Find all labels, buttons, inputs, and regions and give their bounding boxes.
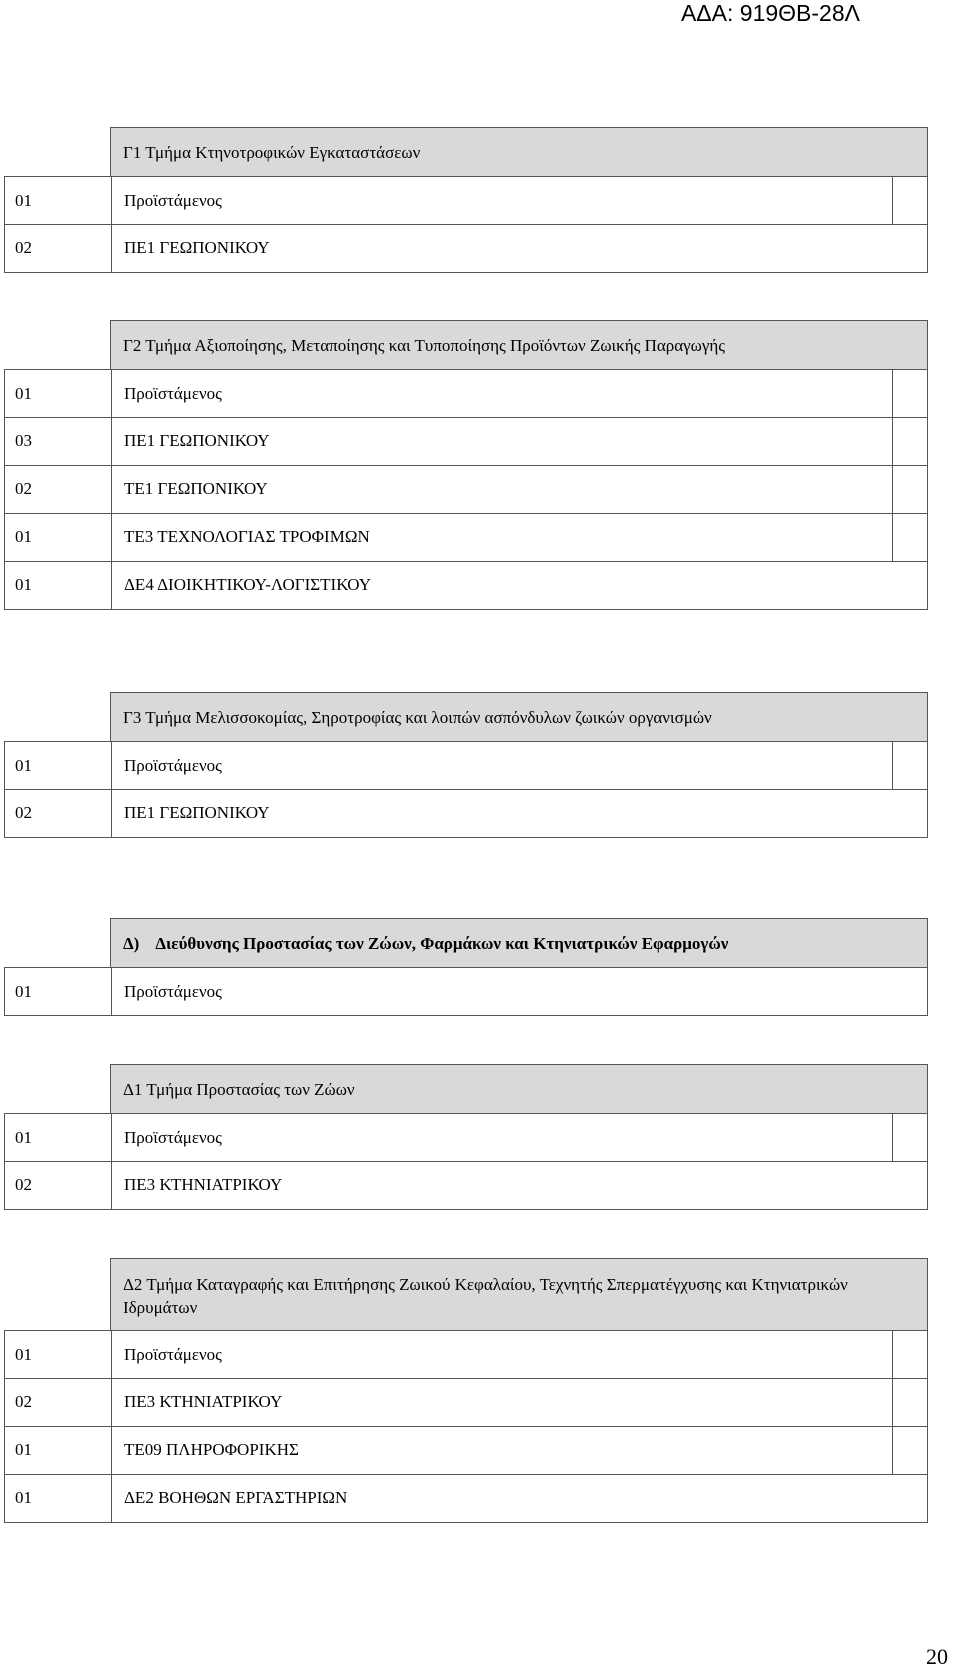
row-desc: ΠΕ3 ΚΤΗΝΙΑΤΡΙΚΟΥ xyxy=(124,1392,283,1411)
section-title: Δ) Διεύθυνσης Προστασίας των Ζώων, Φαρμάκων και Κτηνιατρικών Εφαρμογών xyxy=(123,934,729,953)
page-number: 20 xyxy=(926,1644,948,1669)
table-row xyxy=(4,1113,928,1162)
section-title: Γ1 Τμήμα Κτηνοτροφικών Εγκαταστάσεων xyxy=(123,143,421,162)
row-desc: ΤΕ09 ΠΛΗΡΟΦΟΡΙΚΗΣ xyxy=(124,1440,299,1459)
row-desc: ΠΕ1 ΓΕΩΠΟΝΙΚΟΥ xyxy=(124,803,270,822)
section-title: Γ3 Τμήμα Μελισσοκομίας, Σηροτροφίας και λοιπών ασπόνδυλων ζωικών οργανισμών xyxy=(123,708,712,727)
section-title: Δ1 Τμήμα Προστασίας των Ζώων xyxy=(123,1080,355,1099)
table-row xyxy=(4,967,928,1016)
row-code: 01 xyxy=(5,370,112,418)
row-desc: Προϊστάμενος xyxy=(124,1128,222,1147)
table-row xyxy=(4,1474,928,1523)
ada-identifier: ΑΔΑ: 919ΘΒ-28Λ xyxy=(680,0,860,26)
table-row xyxy=(4,1378,928,1427)
row-code: 03 xyxy=(5,417,112,465)
section-header xyxy=(110,1258,928,1331)
section-g2 xyxy=(4,320,928,610)
row-code: 02 xyxy=(5,465,112,513)
row-desc: ΠΕ1 ΓΕΩΠΟΝΙΚΟΥ xyxy=(124,238,270,257)
section-header xyxy=(110,1064,928,1114)
row-desc: ΤΕ1 ΓΕΩΠΟΝΙΚΟΥ xyxy=(124,479,268,498)
row-code: 01 xyxy=(5,742,112,790)
row-desc: ΤΕ3 ΤΕΧΝΟΛΟΓΙΑΣ ΤΡΟΦΙΜΩΝ xyxy=(124,527,370,546)
row-desc: Προϊστάμενος xyxy=(124,756,222,775)
row-desc: ΠΕ1 ΓΕΩΠΟΝΙΚΟΥ xyxy=(124,431,270,450)
section-header xyxy=(110,692,928,742)
table-row xyxy=(4,417,928,466)
row-cell xyxy=(892,1331,927,1379)
row-code: 01 xyxy=(5,968,112,1016)
row-code: 01 xyxy=(5,1331,112,1379)
section-d xyxy=(4,918,928,1016)
row-cell xyxy=(892,177,927,225)
row-cell xyxy=(892,1426,927,1474)
row-code: 01 xyxy=(5,1426,112,1474)
row-desc: Προϊστάμενος xyxy=(124,982,222,1001)
row-code: 01 xyxy=(5,1114,112,1162)
section-header xyxy=(110,918,928,968)
row-cell xyxy=(892,1114,927,1162)
section-title: Γ2 Τμήμα Αξιοποίησης, Μεταποίησης και Τυποποίησης Προϊόντων Ζωικής Παραγωγής xyxy=(123,336,725,355)
row-code: 02 xyxy=(5,1161,112,1209)
table-row xyxy=(4,561,928,610)
row-desc: Προϊστάμενος xyxy=(124,384,222,403)
row-cell xyxy=(892,1378,927,1426)
table-row xyxy=(4,224,928,273)
table-row xyxy=(4,465,928,514)
row-desc: ΠΕ3 ΚΤΗΝΙΑΤΡΙΚΟΥ xyxy=(124,1175,283,1194)
table-row xyxy=(4,741,928,790)
section-d2 xyxy=(4,1258,928,1522)
row-code: 01 xyxy=(5,177,112,225)
section-d1 xyxy=(4,1064,928,1210)
section-g1 xyxy=(4,127,928,273)
table-row xyxy=(4,789,928,838)
row-cell xyxy=(892,742,927,790)
table-row xyxy=(4,176,928,225)
section-header xyxy=(110,320,928,370)
section-title: Δ2 Τμήμα Καταγραφής και Επιτήρησης Ζωικού Κεφαλαίου, Τεχνητής Σπερματέγχυσης και Κτηνιατρικών Ιδρυμάτων xyxy=(123,1275,848,1317)
section-header xyxy=(110,127,928,177)
table-row xyxy=(4,513,928,562)
row-desc: Προϊστάμενος xyxy=(124,1345,222,1364)
row-desc: ΔΕ2 ΒΟΗΘΩΝ ΕΡΓΑΣΤΗΡΙΩΝ xyxy=(124,1488,348,1507)
row-cell xyxy=(892,513,927,561)
table-row xyxy=(4,1426,928,1475)
row-code: 02 xyxy=(5,789,112,837)
row-desc: ΔΕ4 ΔΙΟΙΚΗΤΙΚΟΥ-ΛΟΓΙΣΤΙΚΟΥ xyxy=(124,575,372,594)
row-code: 02 xyxy=(5,1378,112,1426)
row-code: 01 xyxy=(5,1474,112,1522)
table-row xyxy=(4,369,928,418)
row-cell xyxy=(892,465,927,513)
row-code: 01 xyxy=(5,561,112,609)
row-code: 01 xyxy=(5,513,112,561)
row-cell xyxy=(892,370,927,418)
row-code: 02 xyxy=(5,224,112,272)
section-g3 xyxy=(4,692,928,838)
table-row xyxy=(4,1161,928,1210)
row-desc: Προϊστάμενος xyxy=(124,191,222,210)
table-row xyxy=(4,1330,928,1379)
row-cell xyxy=(892,417,927,465)
